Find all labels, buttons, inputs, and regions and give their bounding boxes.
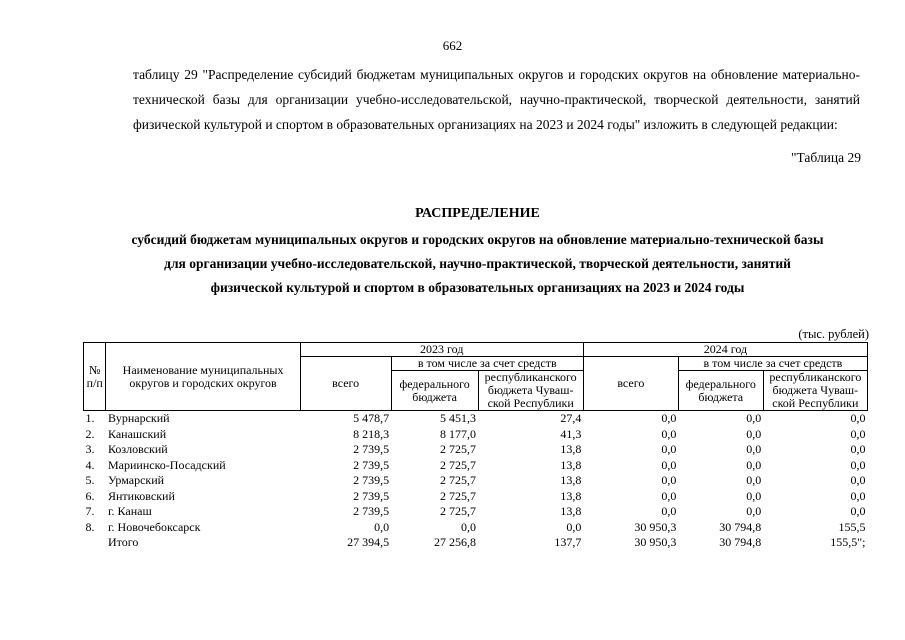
federal-2024: 0,0: [746, 473, 762, 487]
row-number: 8.: [85, 519, 95, 534]
title-line-1: субсидий бюджетам муниципальных округов и городских округов на обновление материально-технической базы: [131, 232, 824, 247]
federal-2023: 2 725,7: [440, 473, 477, 487]
total-2024: 0,0: [661, 457, 677, 472]
table-row: [84, 489, 868, 505]
header-including-2023: в том числе за счет средств: [391, 357, 583, 371]
total-2023: 2 739,5: [353, 473, 390, 487]
total-2024: 0,0: [661, 442, 677, 456]
row-number: 3.: [85, 442, 95, 456]
header-including-2024: в том числе за счет средств: [678, 357, 867, 371]
table-row: [84, 442, 868, 458]
republic-2024: 0,0: [850, 473, 866, 487]
district-name: Мариинско-Посадский: [107, 457, 226, 472]
document-title: [60, 202, 895, 300]
republic-2024: 0,0: [850, 426, 866, 441]
federal-2024: 0,0: [746, 411, 762, 425]
federal-2024: 0,0: [746, 426, 762, 441]
federal-2024: 0,0: [746, 504, 762, 518]
republic-2023: 137,7: [554, 535, 582, 549]
federal-2024: 30 794,8: [719, 535, 762, 549]
units-label: (тыс. рублей): [798, 327, 869, 341]
total-row: [84, 535, 868, 551]
federal-2023: 27 256,8: [434, 535, 477, 549]
header-total-2023: всего: [300, 357, 391, 411]
republic-2023: 13,8: [560, 457, 582, 472]
district-name: Канашский: [107, 426, 167, 441]
header-total-2024: всего: [583, 357, 678, 411]
republic-2023: 27,4: [560, 411, 582, 425]
republic-2024: 0,0: [850, 488, 866, 503]
title-main: РАСПРЕДЕЛЕНИЕ: [415, 206, 540, 221]
republic-2023: 13,8: [560, 473, 582, 487]
republic-2023: 13,8: [560, 442, 582, 456]
republic-2023: 13,8: [560, 488, 582, 503]
intro-paragraph: [95, 62, 860, 137]
total-2023: 2 739,5: [353, 488, 390, 503]
total-2023: 0,0: [374, 519, 390, 534]
district-name: Янтиковский: [107, 488, 175, 503]
federal-2024: 30 794,8: [719, 519, 762, 534]
header-num: № п/п: [84, 343, 106, 411]
row-number: 6.: [85, 488, 95, 503]
district-name: Урмарский: [107, 473, 165, 487]
header-year-2023: 2023 год: [300, 343, 583, 357]
row-number: 2.: [85, 426, 95, 441]
total-2024: 30 950,3: [634, 535, 677, 549]
republic-2024: 0,0: [850, 411, 866, 425]
table-row: [84, 411, 868, 427]
federal-2023: 2 725,7: [440, 504, 477, 518]
total-2024: 0,0: [661, 426, 677, 441]
total-2023: 2 739,5: [353, 504, 390, 518]
federal-2023: 5 451,3: [440, 411, 477, 425]
district-name: Козловский: [107, 442, 168, 456]
table-row: [84, 458, 868, 474]
republic-2024: 0,0: [850, 457, 866, 472]
table-row: [84, 427, 868, 443]
total-2024: 0,0: [661, 473, 677, 487]
subsidy-table: [83, 342, 868, 551]
total-2023: 8 218,3: [353, 426, 390, 441]
row-number: 1.: [85, 411, 95, 425]
intro-text: таблицу 29 "Распределение субсидий бюджетам муниципальных округов и городских округов на обновление материально-технической базы для организации учебно-исследовательской, научно-практической, творческой деятельности, занятий физической культурой и спортом в образовательных организациях на 2023 и 2024 годы" изложить в следующей редакции:: [133, 67, 860, 132]
title-line-2: для организации учебно-исследовательской, научно-практической, творческой деятельности, занятий: [164, 256, 791, 271]
header-federal-2023: федерального бюджета: [391, 371, 478, 411]
total-2023: 2 739,5: [353, 457, 390, 472]
republic-2024: 155,5: [838, 519, 866, 534]
federal-2023: 2 725,7: [440, 488, 477, 503]
federal-2023: 8 177,0: [440, 426, 477, 441]
federal-2024: 0,0: [746, 457, 762, 472]
header-republic-2023: республиканского бюджета Чуваш-ской Республики: [478, 371, 583, 411]
total-2024: 0,0: [661, 488, 677, 503]
total-2024: 0,0: [661, 504, 677, 518]
republic-2023: 0,0: [566, 519, 582, 534]
total-label: Итого: [107, 535, 139, 549]
republic-2023: 41,3: [560, 426, 582, 441]
page-number: 662: [442, 38, 463, 53]
table-row: [84, 473, 868, 489]
total-2024: 30 950,3: [634, 519, 677, 534]
header-name: Наименование муниципальных округов и городских округов: [106, 343, 300, 411]
district-name: г. Канаш: [107, 504, 152, 518]
row-number: 7.: [85, 504, 95, 518]
district-name: г. Новочебоксарск: [107, 519, 201, 534]
total-2024: 0,0: [661, 411, 677, 425]
federal-2024: 0,0: [746, 488, 762, 503]
republic-2023: 13,8: [560, 504, 582, 518]
republic-2024: 0,0: [850, 504, 866, 518]
table-row: [84, 520, 868, 536]
row-number: 4.: [85, 457, 95, 472]
header-year-2024: 2024 год: [583, 343, 867, 357]
table-row: [84, 504, 868, 520]
total-2023: 27 394,5: [347, 535, 390, 549]
federal-2024: 0,0: [746, 442, 762, 456]
total-2023: 5 478,7: [353, 411, 390, 425]
total-2023: 2 739,5: [353, 442, 390, 456]
table-reference: "Таблица 29: [791, 150, 861, 165]
federal-2023: 2 725,7: [440, 457, 477, 472]
header-federal-2024: федерального бюджета: [678, 371, 763, 411]
header-republic-2024: республиканского бюджета Чуваш-ской Республики: [763, 371, 867, 411]
republic-2024: 0,0: [850, 442, 866, 456]
row-number: 5.: [85, 473, 95, 487]
district-name: Вурнарский: [107, 411, 170, 425]
federal-2023: 0,0: [461, 519, 477, 534]
title-line-3: физической культурой и спортом в образовательных организациях на 2023 и 2024 годы: [210, 280, 745, 295]
republic-2024: 155,5";: [830, 535, 866, 549]
federal-2023: 2 725,7: [440, 442, 477, 456]
